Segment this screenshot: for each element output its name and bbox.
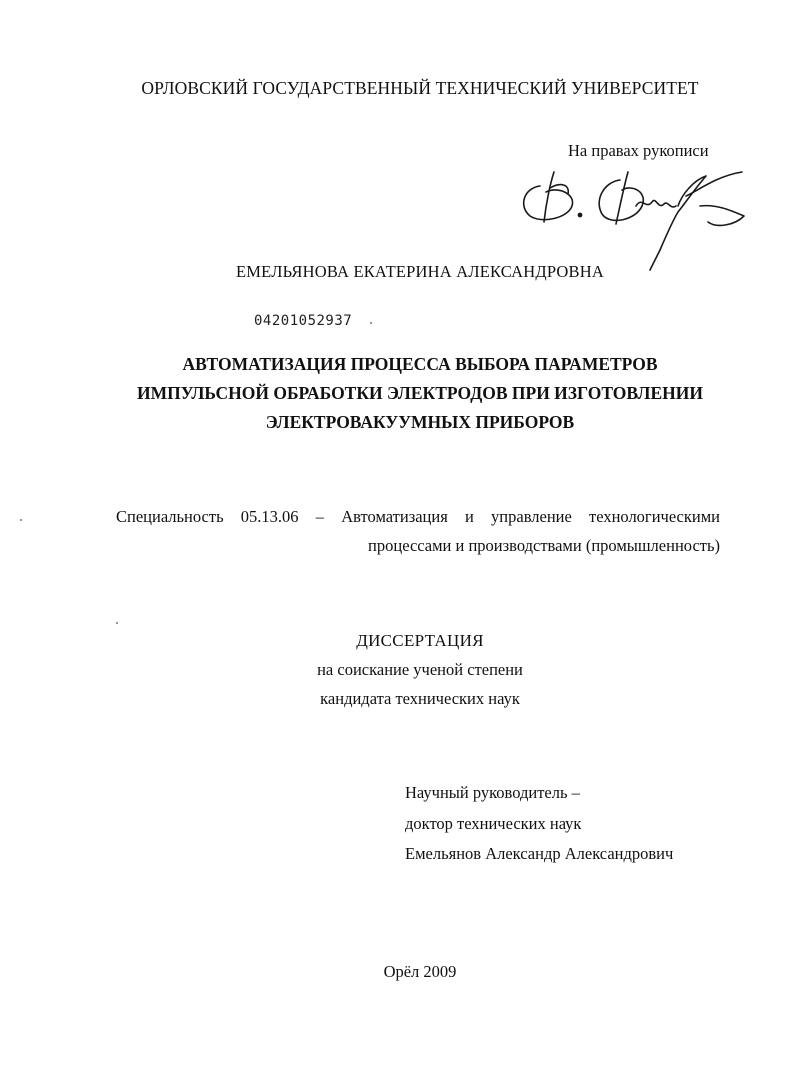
title-line: ИМПУЛЬСНОЙ ОБРАБОТКИ ЭЛЕКТРОДОВ ПРИ ИЗГОТОВЛЕНИИ — [137, 383, 703, 403]
title-line: АВТОМАТИЗАЦИЯ ПРОЦЕССА ВЫБОРА ПАРАМЕТРОВ — [182, 354, 658, 374]
scan-speck — [370, 322, 372, 324]
degree-name: кандидата технических наук — [320, 689, 520, 708]
degree-purpose: на соискание ученой степени — [317, 660, 523, 679]
dissertation-heading: ДИССЕРТАЦИЯ — [356, 631, 484, 650]
supervisor-degree: доктор технических наук — [405, 813, 582, 833]
manuscript-note: На правах рукописи — [568, 141, 709, 160]
title-line: ЭЛЕКТРОВАКУУМНЫХ ПРИБОРОВ — [265, 412, 575, 432]
scan-speck — [20, 519, 22, 521]
specialty-line-continued: процессами и производствами (промышленность) — [368, 536, 720, 555]
library-stamp-number: 04201052937 — [254, 313, 353, 329]
university-name: ОРЛОВСКИЙ ГОСУДАРСТВЕННЫЙ ТЕХНИЧЕСКИЙ УНИВЕРСИТЕТ — [141, 78, 699, 98]
dissertation-title — [0, 350, 794, 437]
city-year: Орёл 2009 — [383, 962, 457, 981]
dissertation-block — [0, 626, 794, 713]
supervisor-name: Емельянов Александр Александрович — [405, 844, 674, 863]
supervisor-block — [405, 778, 673, 870]
scan-speck — [116, 622, 118, 624]
author-name: ЕМЕЛЬЯНОВА ЕКАТЕРИНА АЛЕКСАНДРОВНА — [236, 262, 604, 281]
handwritten-signature-icon — [510, 166, 760, 276]
supervisor-role: Научный руководитель – — [405, 783, 580, 802]
specialty-line: Специальность 05.13.06 – Автоматизация и управление технологическими — [116, 507, 720, 526]
